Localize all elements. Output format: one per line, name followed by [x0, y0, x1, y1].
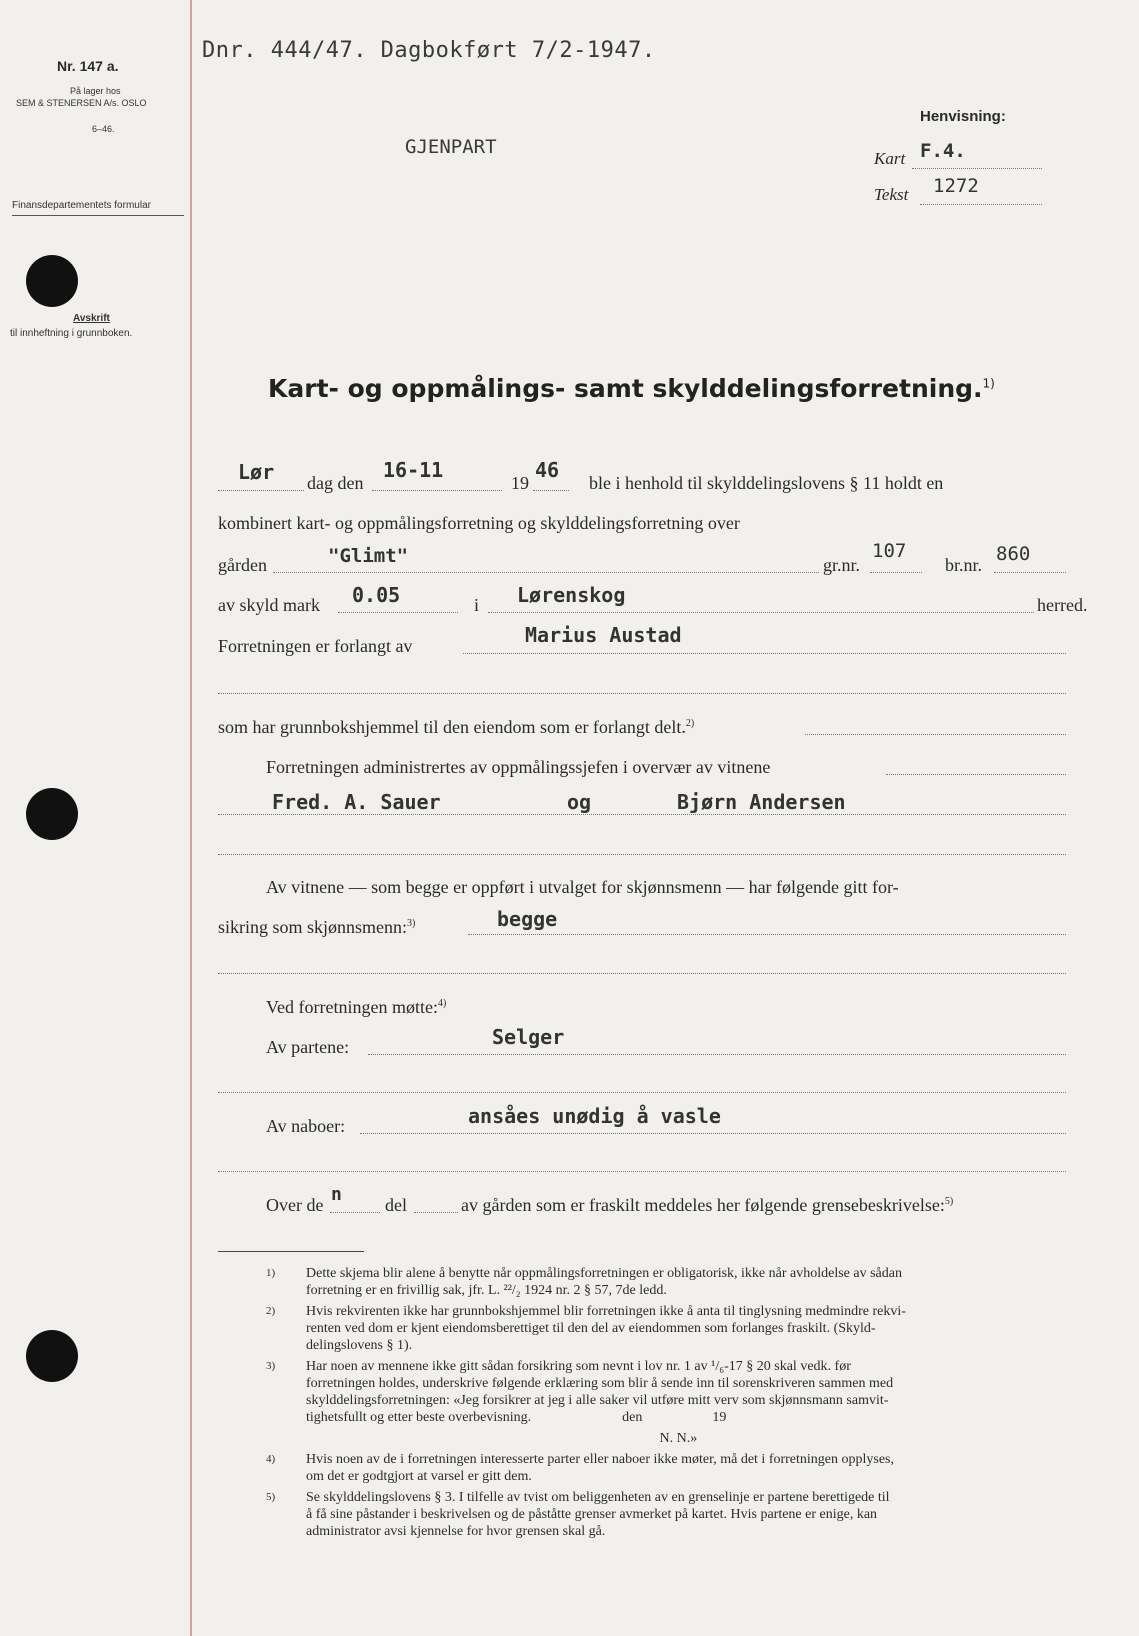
witness-1: Fred. A. Sauer	[272, 790, 441, 814]
footnote-line: delingslovens § 1).	[306, 1338, 413, 1353]
footnote-2	[266, 1303, 1066, 1354]
herred-label: herred.	[1037, 595, 1088, 615]
footnote-line: forretning er en frivillig sak, jfr. L. ²²/₂ 1924 nr. 2 § 57, 7de ledd.	[306, 1283, 667, 1298]
footnote-rule	[218, 1251, 364, 1252]
line1-rest: ble i henhold til skylddelingslovens § 11 holdt en	[589, 473, 944, 493]
witness-line	[218, 814, 1066, 815]
avskrift-text: til innheftning i grunnboken.	[10, 328, 133, 339]
year-prefix: 19	[511, 473, 529, 493]
blank-line-5	[218, 1171, 1066, 1172]
document-title-footnote: 1)	[982, 376, 995, 391]
tekst-value: 1272	[933, 175, 979, 197]
kart-value: F.4.	[920, 140, 966, 162]
witness-og: og	[567, 790, 592, 814]
forlangt-value: Marius Austad	[525, 623, 682, 647]
grnr-value: 107	[872, 540, 907, 562]
grunnbok-text-content: som har grunnbokshjemmel til den eiendom som er forlangt delt.	[218, 717, 686, 737]
del-label: del	[385, 1195, 407, 1215]
footnote-number: 2)	[266, 1305, 276, 1317]
typed-registration-line: Dnr. 444/47. Dagbokført 7/2-1947.	[202, 38, 656, 63]
del-line	[414, 1212, 458, 1213]
date-value: 16-11	[383, 458, 444, 482]
henvisning-label: Henvisning:	[920, 108, 1006, 125]
skyld-line	[338, 612, 458, 613]
skyld-label: av skyld mark	[218, 595, 320, 615]
partene-value: Selger	[492, 1025, 565, 1049]
herred-line	[488, 612, 1034, 613]
footnote-line: skylddelingsforretningen: «Jeg forsikrer at jeg i alle saker vil utføre mitt verv som skjønnsmann samvit-	[306, 1393, 889, 1408]
vitnene-line-2-text: sikring som skjønnsmenn:	[218, 917, 408, 937]
printer-line-1: På lager hos	[70, 86, 121, 96]
kart-label: Kart	[874, 149, 906, 168]
printer-line-2: SEM & STENERSEN A/s. OSLO	[16, 98, 147, 108]
blank-line-4	[218, 1092, 1066, 1093]
naboer-label: Av naboer:	[266, 1116, 346, 1136]
footnote-number: 4)	[266, 1453, 276, 1465]
naboer-value: ansåes unødig å vasle	[468, 1104, 721, 1128]
form-number: Nr. 147 a.	[57, 58, 119, 74]
footnote-1	[266, 1265, 1066, 1299]
grunnbok-footnote: 2)	[685, 718, 695, 729]
grnr-line	[870, 572, 922, 573]
blank-line-1	[218, 693, 1066, 694]
kart-line	[912, 168, 1042, 169]
over-line	[330, 1212, 380, 1213]
printer-date: 6–46.	[92, 124, 115, 134]
grunnbok-line	[805, 734, 1066, 735]
partene-label: Av partene:	[266, 1037, 350, 1057]
year-suffix: 46	[535, 458, 560, 482]
document-title-text: Kart- og oppmålings- samt skylddelingsforretning.	[268, 374, 983, 403]
brnr-value: 860	[996, 543, 1031, 565]
i-label: i	[474, 595, 480, 615]
footnote-line: tighetsfullt og etter beste overbevisning. den 19	[306, 1410, 727, 1425]
blank-line-2	[218, 854, 1066, 855]
admin-text: Forretningen administrertes av oppmålingssjefen i overvær av vitnene	[266, 757, 771, 777]
punch-hole-1	[26, 255, 78, 307]
year-line	[533, 490, 569, 491]
footnote-line: renten ved dom er kjent eiendomsberettiget til den del av eiendommen som forlanges fraskilt. (Skyld-	[306, 1321, 876, 1336]
over-rest-text: av gården som er fraskilt meddeles her følgende grensebeskrivelse:	[461, 1195, 945, 1215]
footnote-line: Se skylddelingslovens § 3. I tilfelle av tvist om beliggenheten av en grenselinje er partene berettigede til	[306, 1490, 890, 1505]
department-label: Finansdepartementets formular	[12, 200, 151, 211]
date-line	[372, 490, 502, 491]
blank-line-3	[218, 973, 1066, 974]
department-underline	[12, 215, 184, 216]
footnote-line: å få sine påstander i beskrivelsen og de påståtte grenser avmerket på kartet. Hvis partene er enige, kan	[306, 1507, 878, 1522]
dag-den-label: dag den	[307, 473, 364, 493]
footnote-number: 1)	[266, 1267, 276, 1279]
weekday-line	[218, 490, 304, 491]
over-footnote: 5)	[944, 1196, 954, 1207]
footnote-number: 5)	[266, 1491, 276, 1503]
motte-label	[266, 997, 446, 1018]
vitnene-footnote: 3)	[407, 918, 416, 929]
herred-name: Lørenskog	[517, 583, 626, 607]
footnote-line: forretningen holdes, underskrive følgende erklæring som blir å sende inn til sorenskriveren sammen med	[306, 1376, 894, 1391]
tekst-line	[920, 204, 1042, 205]
motte-label-text: Ved forretningen møtte:	[266, 997, 438, 1017]
partene-line	[368, 1054, 1066, 1055]
admin-line	[886, 774, 1066, 775]
forlangt-line	[463, 653, 1066, 654]
vitnene-value: begge	[497, 907, 558, 931]
document-title	[268, 374, 995, 403]
gjenpart-label: GJENPART	[405, 136, 497, 158]
naboer-line	[360, 1133, 1066, 1134]
over-value: n	[331, 1184, 342, 1205]
grunnbok-text	[218, 717, 694, 738]
vitnene-line-1: Av vitnene — som begge er oppført i utvalget for skjønnsmenn — har følgende gitt for-	[266, 877, 899, 897]
footnote-line: om det er godtgjort at varsel er gitt dem.	[306, 1469, 532, 1484]
footnote-line: Hvis rekvirenten ikke har grunnbokshjemmel blir forretningen ikke å anta til tinglysning medmindre rekvi-	[306, 1304, 906, 1319]
over-rest	[461, 1195, 953, 1216]
footnote-line: administrator avsi kjennelse for hvor grensen skal gå.	[306, 1524, 606, 1539]
vitnene-line-2	[218, 917, 415, 938]
footnote-4	[266, 1430, 1066, 1447]
forlangt-label: Forretningen er forlangt av	[218, 636, 413, 656]
footnote-line: Hvis noen av de i forretningen interesserte parter eller naboer ikke møter, må det i forretningen opplyses,	[306, 1452, 895, 1467]
footnote-number: 3)	[266, 1360, 276, 1372]
avskrift-title: Avskrift	[73, 313, 110, 324]
footnote-3	[266, 1358, 1066, 1426]
motte-footnote: 4)	[437, 998, 447, 1009]
witness-2: Bjørn Andersen	[677, 790, 846, 814]
punch-hole-3	[26, 1330, 78, 1382]
vitnene-value-line	[468, 934, 1066, 935]
margin-rule	[190, 0, 192, 1636]
garden-line	[273, 572, 819, 573]
footnote-6	[266, 1489, 1066, 1540]
brnr-label: br.nr.	[945, 555, 983, 575]
footnote-line: Dette skjema blir alene å benytte når oppmålingsforretningen er obligatorisk, ikke når avholdelse av sådan	[306, 1266, 902, 1281]
tekst-label: Tekst	[874, 185, 909, 204]
footnote-line: N. N.»	[306, 1431, 698, 1446]
over-label: Over de	[266, 1195, 324, 1215]
punch-hole-2	[26, 788, 78, 840]
garden-label: gården	[218, 555, 267, 575]
footnote-5	[266, 1451, 1066, 1485]
weekday-value: Lør	[238, 460, 275, 484]
skyld-value: 0.05	[352, 583, 401, 607]
footnote-line: Har noen av mennene ikke gitt sådan forsikring som nevnt i lov nr. 1 av ¹/₆-17 § 20 skal vedk. før	[306, 1359, 851, 1374]
brnr-line	[994, 572, 1066, 573]
line2-text: kombinert kart- og oppmålingsforretning og skylddelingsforretning over	[218, 513, 740, 533]
grnr-label: gr.nr.	[823, 555, 861, 575]
garden-name: "Glimt"	[328, 545, 409, 567]
